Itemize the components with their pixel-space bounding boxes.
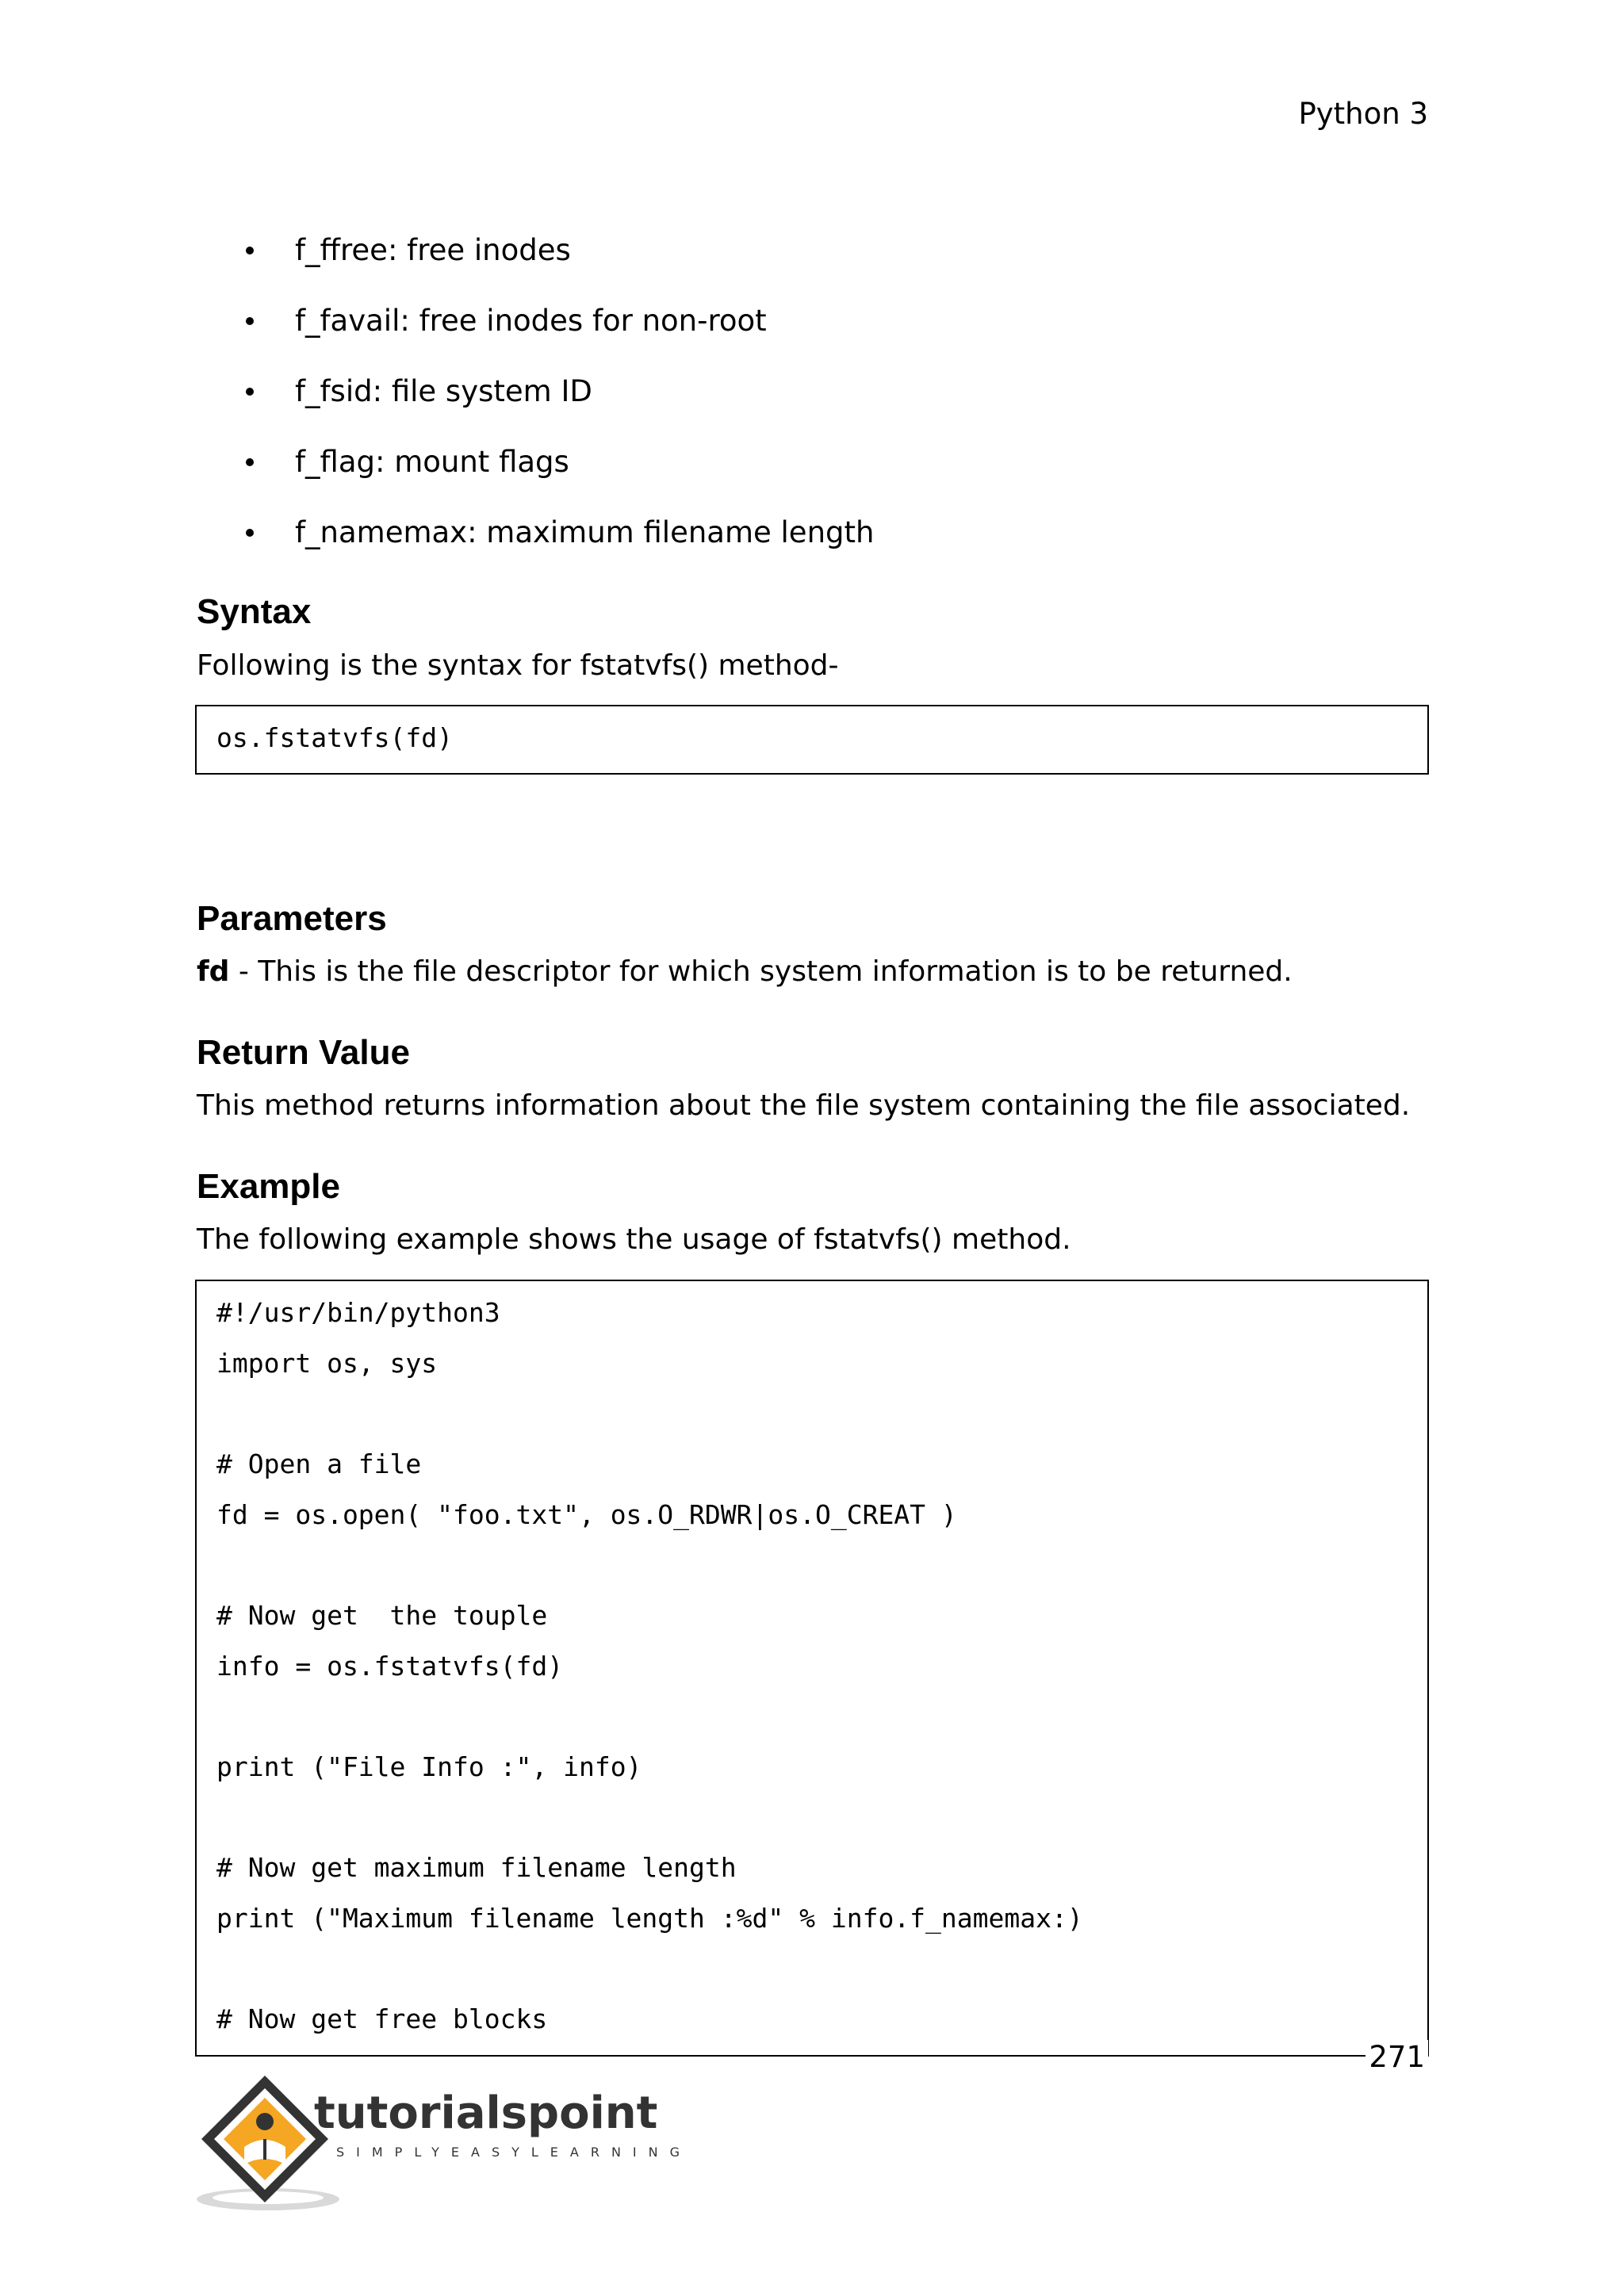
code-line: #!/usr/bin/python3 — [216, 1297, 500, 1328]
code-line: fd = os.open( "foo.txt", os.O_RDWR|os.O_CREAT ) — [216, 1499, 957, 1530]
page-number: 271 — [1365, 2040, 1428, 2074]
code-line: import os, sys — [216, 1348, 438, 1379]
return-value-heading: Return Value — [197, 1033, 410, 1072]
syntax-heading: Syntax — [197, 592, 312, 631]
tutorialspoint-logo — [195, 2071, 692, 2214]
bullet-dot-icon — [246, 458, 254, 466]
list-item-text: f_ffree: free inodes — [295, 233, 571, 267]
logo-wordmark: tutorialspoint — [314, 2087, 658, 2139]
code-line: info = os.fstatvfs(fd) — [216, 1651, 564, 1682]
parameter-term: fd — [197, 955, 230, 988]
parameters-heading: Parameters — [197, 899, 387, 938]
logo-tagline: SIMPLYEASYLEARNING — [336, 2145, 692, 2160]
syntax-code-box — [195, 705, 1429, 775]
syntax-intro: Following is the syntax for fstatvfs() method- — [197, 649, 839, 682]
bullet-dot-icon — [246, 529, 254, 537]
example-intro: The following example shows the usage of fstatvfs() method. — [197, 1223, 1071, 1256]
list-item-text: f_namemax: maximum filename length — [295, 515, 875, 549]
bullet-dot-icon — [246, 317, 254, 325]
return-value-text: This method returns information about the file system containing the file associated. — [197, 1089, 1411, 1122]
bullet-dot-icon — [246, 388, 254, 396]
code-line: # Now get free blocks — [216, 2003, 548, 2034]
example-code-box — [195, 1280, 1429, 2057]
code-line: print ("Maximum filename length :%d" % info.f_namemax:) — [216, 1903, 1083, 1934]
code-line: print ("File Info :", info) — [216, 1751, 642, 1782]
page-header-title: Python 3 — [1298, 97, 1428, 131]
code-line: # Open a file — [216, 1448, 422, 1479]
list-item-text: f_fsid: file system ID — [295, 374, 592, 408]
bullet-dot-icon — [246, 247, 254, 254]
list-item-text: f_flag: mount flags — [295, 445, 569, 479]
parameters-description — [197, 955, 1293, 989]
example-heading: Example — [197, 1167, 340, 1206]
code-line: # Now get maximum filename length — [216, 1852, 737, 1883]
code-line: # Now get the touple — [216, 1600, 548, 1631]
logo-icon — [195, 2071, 692, 2214]
list-item-text: f_favail: free inodes for non-root — [295, 304, 767, 338]
code-line: os.fstatvfs(fd) — [216, 722, 454, 753]
parameter-text: - This is the file descriptor for which system information is to be returned. — [229, 955, 1293, 988]
